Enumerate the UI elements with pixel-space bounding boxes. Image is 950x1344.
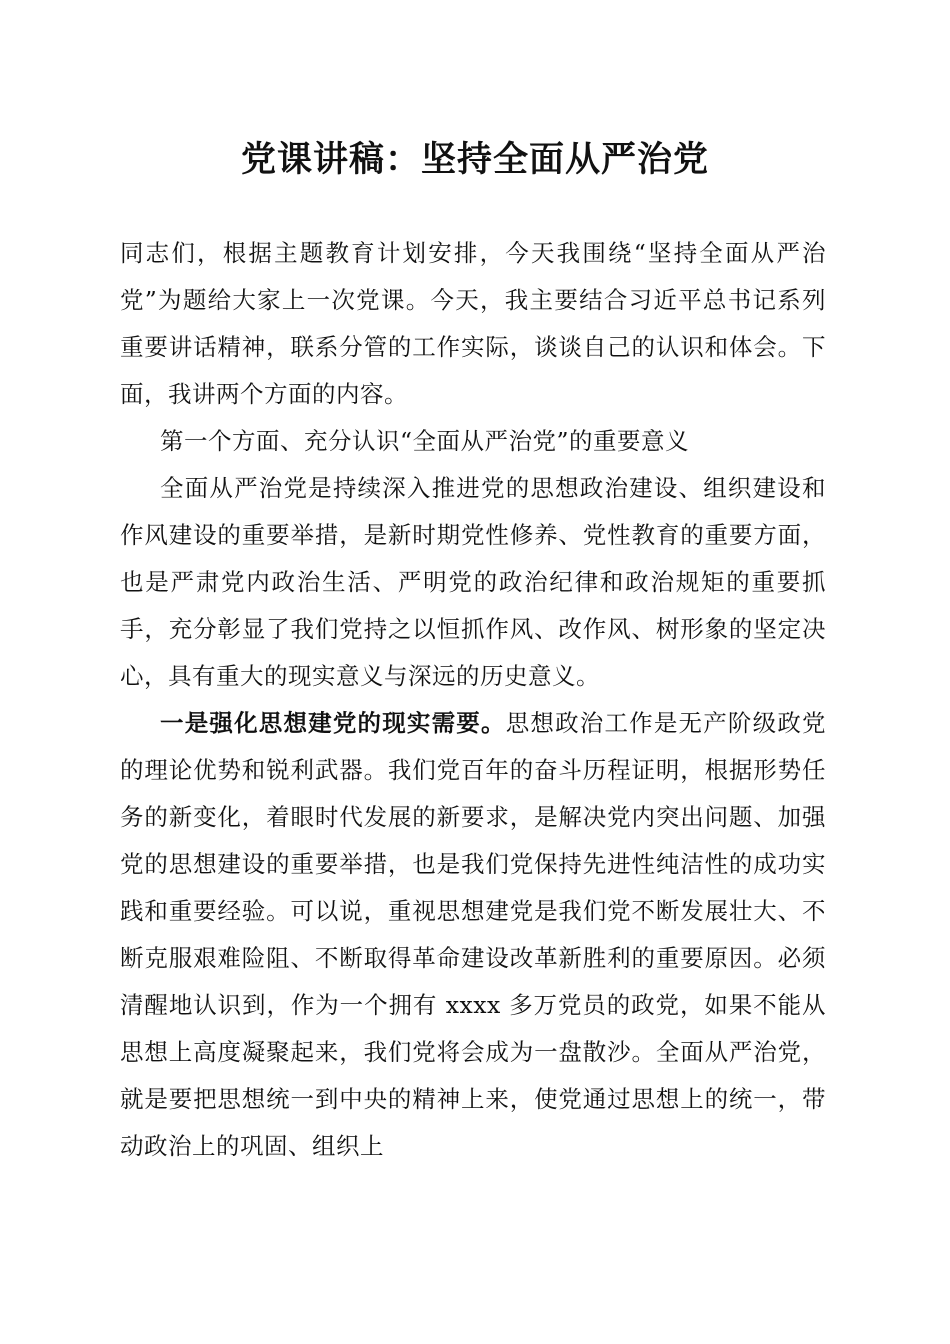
section-heading: 第一个方面、充分认识“全面从严治党”的重要意义 <box>160 427 690 455</box>
point-body: 思想政治工作是无产阶级政党的理论优势和锐利武器。我们党百年的奋斗历程证明，根据形势任务的新变化，着眼时代发展的新要求，是解决党内突出问题、加强党的思想建设的重要举措，也是我们党保持先进性纯洁性的成功实践和重要经验。可以说，重视思想建党是我们党不断发展壮大、不断克服艰难险阻、不断取得革命建设改革新胜利的重要原因。必须清醒地认识到，作为一个拥有 xxxx 多万党员的政党，如果不能从思想上高度凝聚起来，我们党将会成为一盘散沙。全面从严治党，就是要把思想统一到中央的精神上来，使党通过思想上的统一，带动政治上的巩固、组织上 <box>120 709 827 1160</box>
point-lead: 一是强化思想建党的现实需要。 <box>160 709 506 737</box>
point-paragraph <box>120 700 826 1170</box>
intro-paragraph: 同志们，根据主题教育计划安排，今天我围绕“坚持全面从严治党”为题给大家上一次党课。今天，我主要结合习近平总书记系列重要讲话精神，联系分管的工作实际，谈谈自己的认识和体会。下面，我讲两个方面的内容。 <box>120 239 826 408</box>
section-paragraph: 全面从严治党是持续深入推进党的思想政治建设、组织建设和作风建设的重要举措，是新时期党性修养、党性教育的重要方面，也是严肃党内政治生活、严明党的政治纪律和政治规矩的重要抓手，充分彰显了我们党持之以恒抓作风、改作风、树形象的坚定决心，具有重大的现实意义与深远的历史意义。 <box>120 474 826 690</box>
page-title: 党课讲稿：坚持全面从严治党 <box>240 139 709 180</box>
document-body <box>120 230 826 1170</box>
